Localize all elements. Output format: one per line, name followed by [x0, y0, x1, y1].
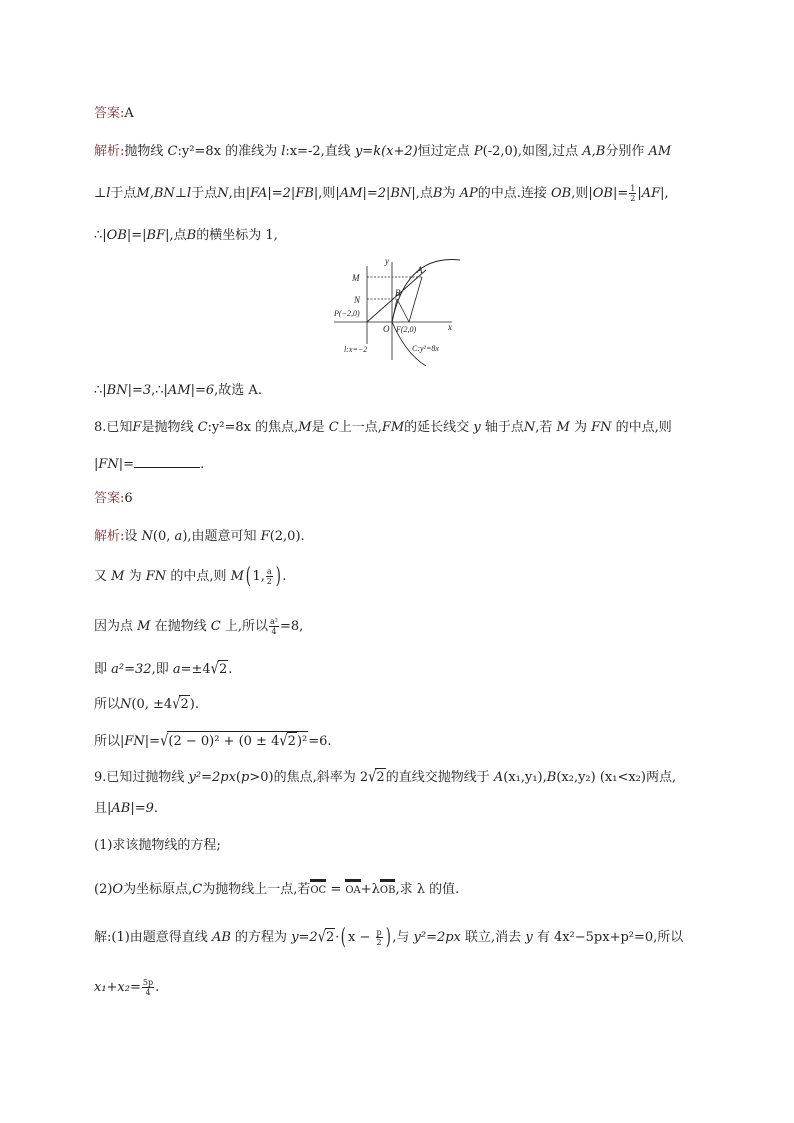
text: ,即 — [151, 662, 169, 677]
text: 是 — [311, 420, 325, 435]
answer-line-2 — [94, 490, 133, 508]
text: =6. — [308, 734, 332, 749]
line-ob — [392, 299, 397, 322]
point-m-label: M — [352, 273, 360, 283]
text: 9.已知过抛物线 — [94, 770, 185, 785]
text: ,点 — [415, 186, 433, 201]
denominator: 2 — [266, 577, 272, 586]
question-8-line1 — [94, 419, 672, 437]
parabola-figure — [326, 254, 476, 366]
line-bf — [397, 299, 409, 322]
text: 的中点,则 — [170, 569, 227, 584]
text: 1, — [252, 569, 265, 584]
text: (x₁,y₁), — [503, 770, 547, 785]
var: |FN|= — [94, 457, 135, 472]
text: :x=-2,直线 — [285, 144, 351, 159]
text: 的延长线交 — [404, 420, 470, 435]
var: a — [174, 529, 183, 544]
var: C — [210, 619, 221, 634]
numerator: 1 — [630, 184, 636, 193]
analysis2-line4 — [94, 660, 232, 679]
text: 所以 — [94, 697, 121, 712]
radicand: 2 — [180, 697, 189, 712]
analysis1-line4 — [94, 382, 262, 400]
var: A — [493, 770, 504, 785]
question-9-sub1: (1)求该抛物线的方程; — [94, 838, 221, 853]
var: N — [217, 186, 229, 201]
var: |AB|=9 — [107, 801, 154, 816]
analysis-label: 解析: — [94, 144, 125, 159]
point-b-label: B — [395, 288, 401, 298]
var: OB — [551, 186, 572, 201]
vector-oc: OC — [310, 882, 326, 900]
text: 的直线交抛物线于 — [385, 770, 490, 785]
text: 的方程为 — [235, 930, 288, 945]
text: ,∴ — [151, 383, 164, 398]
text: 恒过定点 — [417, 144, 470, 159]
answer-blank — [134, 455, 200, 468]
therefore-symbol: ∴ — [94, 228, 103, 243]
text: (2) — [94, 882, 113, 897]
sqrt-symbol: √ — [368, 768, 377, 787]
text: 的准线为 — [225, 144, 278, 159]
var: AB — [211, 930, 231, 945]
var: FN — [145, 569, 167, 584]
var: |OB|= — [588, 186, 629, 201]
vector-ob: OB — [380, 882, 396, 900]
text: 设 — [124, 529, 138, 544]
curve-label: C:y²=8x — [412, 344, 439, 353]
answer-value: A — [124, 106, 134, 121]
var: O — [112, 882, 124, 897]
text: (0, — [152, 529, 171, 544]
text: ,若 — [535, 420, 553, 435]
right-paren: ) — [385, 924, 391, 950]
text: (2,0). — [269, 529, 305, 544]
var: y — [525, 930, 533, 945]
text: :y²=8x — [207, 420, 251, 435]
sqrt-symbol: √ — [210, 660, 219, 679]
text: (-2,0),如图,过点 — [482, 144, 579, 159]
analysis1-line1 — [94, 143, 671, 161]
var: N — [141, 529, 153, 544]
fraction — [269, 617, 279, 636]
var: M — [111, 569, 125, 584]
text: )² — [296, 734, 308, 749]
text: 解:(1)由题意得直线 — [94, 930, 208, 945]
text: ),由题意可知 — [182, 529, 257, 544]
var: C — [328, 420, 339, 435]
text: 8.已知 — [94, 420, 133, 435]
sqrt-symbol: √ — [279, 732, 288, 751]
text: 为抛物线上一点,若 — [202, 882, 311, 897]
text: . — [155, 980, 160, 995]
text: +λ — [360, 882, 380, 897]
var: B — [186, 228, 197, 243]
text: 2 — [359, 770, 369, 785]
text: 是抛物线 — [141, 420, 194, 435]
text: 为 — [573, 420, 587, 435]
var: F — [260, 529, 270, 544]
text: , — [664, 186, 669, 201]
var: y²=2px — [188, 770, 236, 785]
analysis2-line1 — [94, 528, 305, 546]
var: y²=2px — [413, 930, 461, 945]
text: 即 — [94, 662, 108, 677]
var: M — [230, 569, 244, 584]
text: 又 — [94, 569, 108, 584]
var: y=2 — [291, 930, 318, 945]
var: |AF| — [637, 186, 665, 201]
var: a= — [172, 662, 192, 677]
analysis1-line2 — [94, 184, 669, 203]
fraction — [142, 978, 154, 997]
var: y — [473, 420, 481, 435]
var: C — [197, 420, 208, 435]
text: 于点 — [191, 186, 218, 201]
text: . — [282, 569, 287, 584]
text: 分别作 — [605, 144, 645, 159]
var: N — [523, 420, 536, 435]
text: ). — [189, 697, 199, 712]
var: l — [187, 186, 192, 201]
var: |OB|=|BF| — [102, 228, 170, 243]
question-8-line2 — [94, 455, 204, 474]
right-paren: ) — [275, 563, 281, 589]
question-9-sub2 — [94, 881, 459, 900]
var: M — [137, 619, 151, 634]
var: AP — [459, 186, 478, 201]
text: 且 — [94, 801, 108, 816]
question-9-solution-line2 — [94, 978, 159, 997]
answer-value: 6 — [124, 491, 133, 506]
text: 上,所以 — [224, 619, 268, 634]
text: ±4 — [191, 662, 211, 677]
fraction — [266, 567, 273, 586]
sqrt-symbol: √ — [317, 928, 326, 947]
text: 的横坐标为 1, — [196, 228, 278, 243]
var: M — [556, 420, 570, 435]
sqrt-symbol: √ — [172, 695, 181, 714]
var: C — [192, 882, 203, 897]
origin-label: O — [383, 324, 390, 334]
var: M,BN — [136, 186, 175, 201]
text: = — [326, 882, 346, 897]
text: . — [200, 457, 205, 472]
text: :y²=8x — [177, 144, 221, 159]
text: 联立,消去 — [465, 930, 522, 945]
numerator: a² — [270, 617, 278, 626]
text: (2 − 0)² + (0 ± 4 — [168, 734, 280, 749]
var: AM — [648, 144, 672, 159]
analysis1-line3 — [94, 227, 278, 245]
text: 为坐标原点, — [123, 882, 193, 897]
question-9-line1 — [94, 768, 676, 787]
text: ,则 — [571, 186, 589, 201]
numerator: a — [266, 567, 272, 576]
var: l — [106, 186, 111, 201]
y-axis-label: y — [385, 256, 389, 266]
text: =8, — [279, 619, 304, 634]
point-n-label: N — [354, 295, 361, 305]
radicand: 2 — [287, 734, 296, 749]
fraction — [376, 928, 383, 947]
denominator: 4 — [271, 627, 277, 636]
text: ( — [235, 770, 241, 785]
therefore-symbol: ∴ — [94, 383, 103, 398]
text: 有 4x²−5px+p²=0,所以 — [536, 930, 684, 945]
text: ,与 — [392, 930, 410, 945]
text: 为 — [442, 186, 456, 201]
denominator: 2 — [376, 938, 382, 947]
fraction — [629, 184, 636, 203]
var: A,B — [582, 144, 606, 159]
numerator: p — [376, 928, 382, 937]
left-paren: ( — [341, 924, 347, 950]
text: 轴于点 — [484, 420, 524, 435]
var: N — [120, 697, 132, 712]
text: ⊥ — [174, 186, 188, 201]
numerator: 5p — [142, 978, 154, 987]
var: P — [473, 144, 483, 159]
var: |FN|= — [120, 734, 161, 749]
text: . — [228, 662, 233, 677]
radicand: 2 — [218, 662, 228, 677]
var: l — [281, 144, 286, 159]
x-axis-label: x — [448, 322, 452, 332]
var: |BN|=3 — [102, 383, 152, 398]
text: . — [153, 801, 159, 816]
analysis2-line6 — [94, 731, 332, 751]
text: ⊥ — [94, 186, 107, 201]
var: y=k(x+2) — [354, 144, 418, 159]
var: F — [132, 420, 142, 435]
answer-label: 答案: — [94, 106, 125, 121]
text: (x₂,y₂) — [556, 770, 596, 785]
point-p-label: P(−2,0) — [334, 309, 360, 318]
directrix-label: l:x=−2 — [344, 345, 368, 354]
text: 的中点.连接 — [477, 186, 547, 201]
var: x₁+x₂= — [94, 980, 141, 995]
question-9-solution-line1 — [94, 924, 684, 950]
text: · — [335, 930, 340, 945]
analysis2-line5 — [94, 695, 199, 714]
answer-label: 答案: — [94, 491, 125, 506]
point-f-label: F(2,0) — [396, 325, 417, 334]
analysis2-line3 — [94, 617, 303, 636]
text: ,由 — [228, 186, 246, 201]
var: a²=32 — [111, 662, 152, 677]
analysis2-line2 — [94, 563, 287, 589]
var: p — [241, 770, 250, 785]
text: 在抛物线 — [154, 619, 207, 634]
vector-oa: OA — [345, 882, 360, 900]
text: ,点 — [169, 228, 187, 243]
question-9-line2 — [94, 800, 158, 818]
radicand: 2 — [376, 770, 385, 785]
var: B — [546, 770, 557, 785]
text: >0)的焦点,斜率为 — [249, 770, 356, 785]
denominator: 2 — [630, 194, 636, 203]
left-paren: ( — [245, 563, 251, 589]
text: x − — [348, 930, 375, 945]
text: (0, — [131, 697, 149, 712]
text: 所以 — [94, 734, 121, 749]
analysis-label: 解析: — [94, 529, 125, 544]
denominator: 4 — [145, 988, 151, 997]
text: 抛物线 — [124, 144, 164, 159]
var: M — [298, 420, 312, 435]
text: ±4 — [153, 697, 173, 712]
var: C — [167, 144, 178, 159]
text: ,则 — [318, 186, 336, 201]
var: |AM|=6 — [163, 383, 215, 398]
text: 两点, — [645, 770, 677, 785]
text: 上一点, — [338, 420, 382, 435]
point-a-label: A — [417, 265, 423, 275]
text: 的中点,则 — [615, 420, 672, 435]
text: ,求 λ 的值. — [395, 882, 460, 897]
text: (x₁<x₂) — [599, 770, 646, 785]
text: 因为点 — [94, 619, 134, 634]
text: 的焦点, — [255, 420, 299, 435]
var: FN — [591, 420, 612, 435]
radicand: 2 — [326, 930, 335, 945]
var: |AM|=2|BN| — [335, 186, 416, 201]
text: 为 — [128, 569, 142, 584]
text: ,故选 A. — [214, 383, 262, 398]
var: FM — [381, 420, 405, 435]
sqrt-symbol: √ — [160, 732, 169, 751]
var: |FA|=2|FB| — [245, 186, 319, 201]
answer-line-1 — [94, 105, 134, 123]
text: 于点 — [110, 186, 137, 201]
sqrt-expression — [167, 731, 308, 751]
var: B — [432, 186, 443, 201]
